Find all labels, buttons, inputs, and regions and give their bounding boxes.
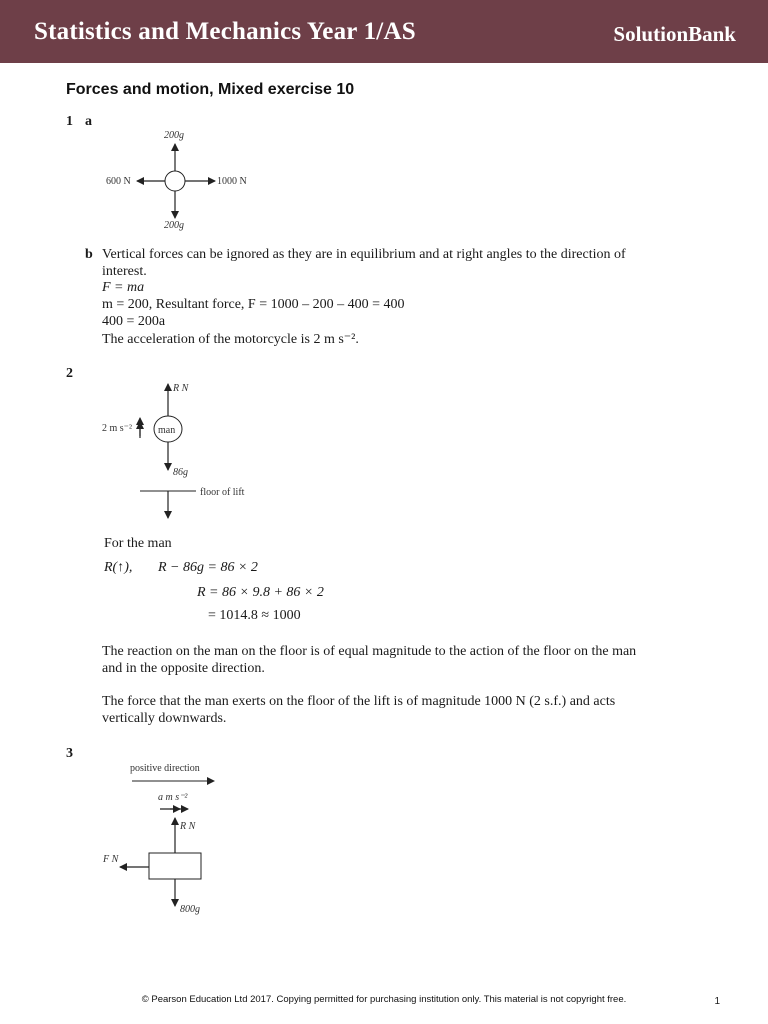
q1-text-line-6: The acceleration of the motorcycle is 2 m s⁻². (102, 332, 359, 347)
reaction-label: R N (173, 383, 189, 394)
label-top-force: 200g (164, 130, 184, 141)
q2-para2-line1: The force that the man exerts on the floor of the lift is of magnitude 1000 N (2 s.f.) and acts (102, 694, 616, 709)
weight-label: 800g (180, 904, 200, 915)
book-title: Statistics and Mechanics Year 1/AS (34, 18, 416, 45)
q2-eq1-label: R(↑), (104, 560, 133, 575)
q1-force-diagram (100, 126, 270, 236)
q1-text-line-2: interest. (102, 264, 147, 279)
particle-circle (165, 171, 185, 191)
q2-eq1: R − 86g = 86 × 2 (158, 560, 258, 575)
accel-label: 2 m s⁻² (102, 423, 132, 434)
q1-text-line-3: F = ma (102, 280, 145, 295)
q2-intro: For the man (104, 536, 172, 551)
q3-block-diagram (100, 758, 240, 918)
q1-text-line-4: m = 200, Resultant force, F = 1000 – 200 – 400 = 400 (102, 297, 405, 312)
floor-label: floor of lift (200, 487, 245, 498)
q2-para1-line1: The reaction on the man on the floor is of equal magnitude to the action of the floor on the man (102, 644, 637, 659)
q2-eq2: R = 86 × 9.8 + 86 × 2 (197, 585, 324, 600)
q2-lift-diagram (96, 378, 276, 523)
copyright-footer: © Pearson Education Ltd 2017. Copying permitted for purchasing institution only. This material is not copyright free. (141, 994, 627, 1005)
block (149, 853, 201, 879)
accel-label: a m s⁻² (158, 792, 188, 803)
page-number: 1 (714, 996, 720, 1007)
question-number-2: 2 (66, 366, 73, 381)
part-label-b: b (85, 247, 93, 262)
q1-text-line-1: Vertical forces can be ignored as they are in equilibrium and at right angles to the direction of (102, 247, 626, 262)
q2-para1-line2: and in the opposite direction. (102, 661, 265, 676)
q2-eq3: = 1014.8 ≈ 1000 (208, 608, 301, 623)
friction-label: F N (103, 854, 119, 865)
page-header (0, 0, 768, 63)
question-number-1: 1 (66, 114, 73, 129)
man-label: man (158, 425, 176, 436)
label-left-force: 600 N (106, 176, 131, 187)
label-right-force: 1000 N (217, 176, 247, 187)
section-title: Forces and motion, Mixed exercise 10 (66, 81, 355, 98)
q2-para2-line2: vertically downwards. (102, 711, 227, 726)
brand-name: SolutionBank (613, 22, 736, 46)
label-bottom-force: 200g (164, 220, 184, 231)
direction-label: positive direction (130, 763, 200, 774)
weight-label: 86g (173, 467, 188, 478)
reaction-label: R N (180, 821, 196, 832)
question-number-3: 3 (66, 746, 73, 761)
part-label-a: a (85, 114, 92, 129)
q1-text-line-5: 400 = 200a (102, 314, 166, 329)
